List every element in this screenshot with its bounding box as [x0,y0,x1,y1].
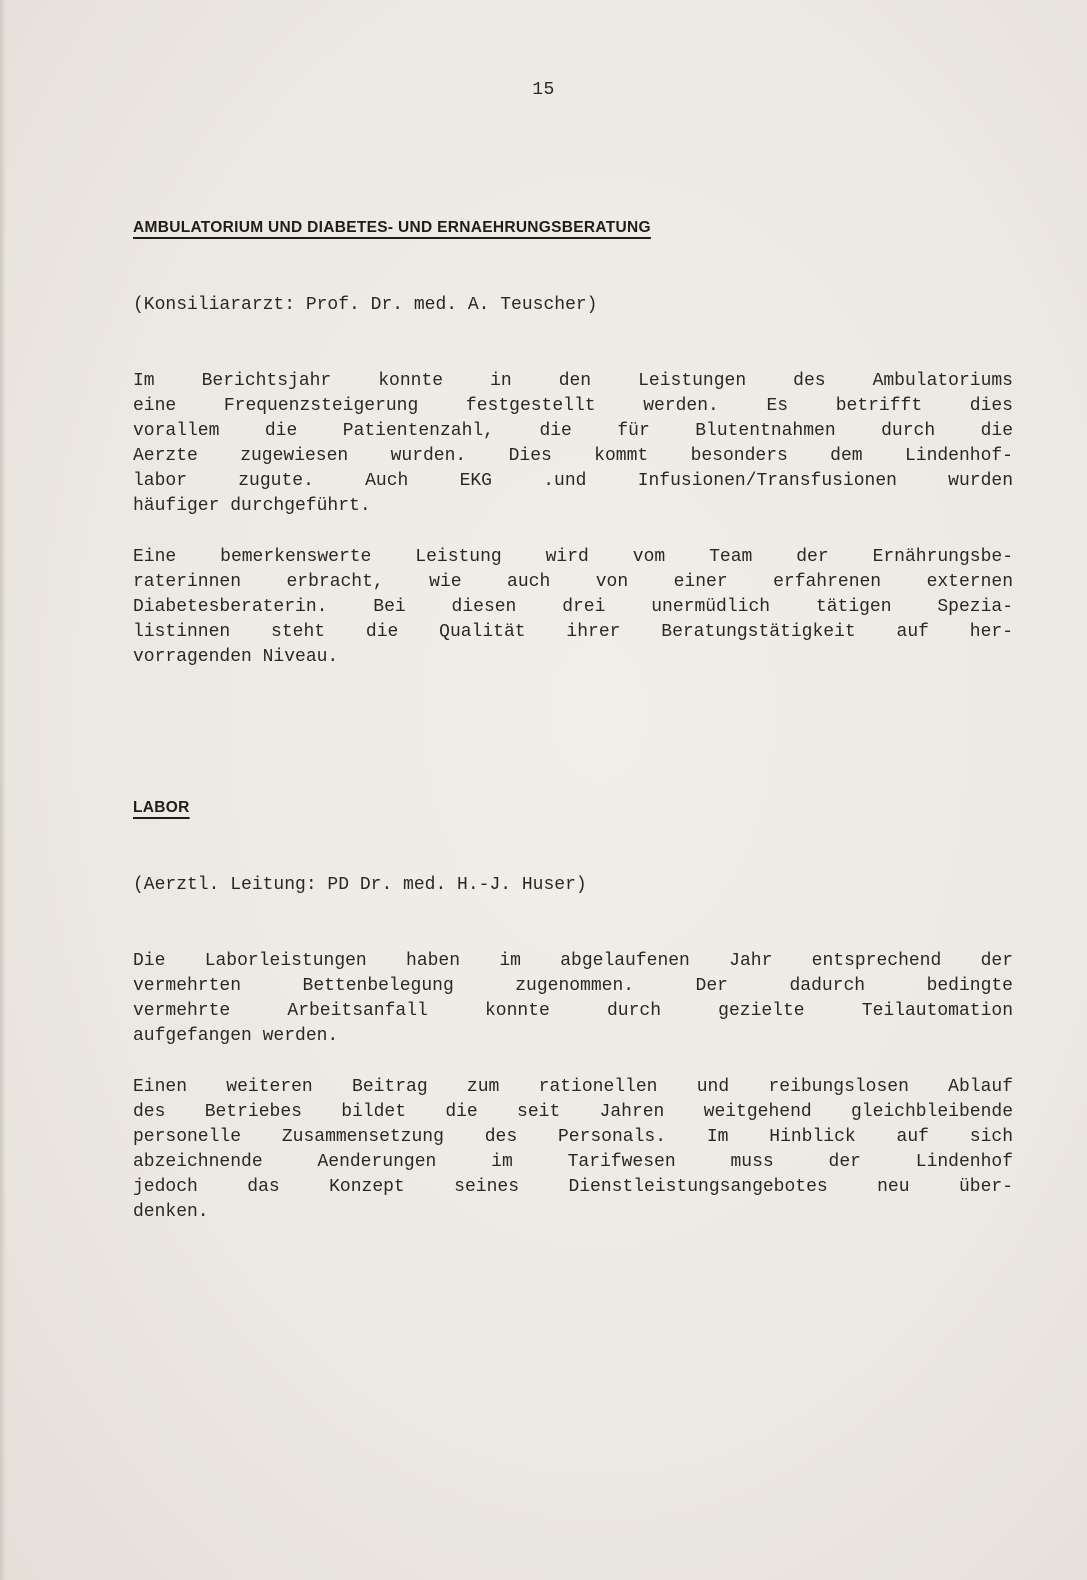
text-line: Im Berichtsjahr konnte in den Leistungen des Ambulatoriums [133,371,1013,391]
section-subtitle-ambulatorium: (Konsiliararzt: Prof. Dr. med. A. Teuscher) [133,295,598,315]
text-line: Diabetesberaterin. Bei diesen drei unermüdlich tätigen Spezia- [133,597,1013,617]
text-line: aufgefangen werden. [133,1026,339,1046]
section-heading-ambulatorium: AMBULATORIUM UND DIABETES- UND ERNAEHRUNGSBERATUNG [133,219,651,236]
section-heading-labor: LABOR [133,799,190,816]
page-spine-shadow [0,0,6,1580]
text-line: des Betriebes bildet die seit Jahren weitgehend gleichbleibende [133,1102,1013,1122]
text-line: Die Laborleistungen haben im abgelaufenen Jahr entsprechend der [133,951,1013,971]
text-line: vermehrten Bettenbelegung zugenommen. Der dadurch bedingte [133,976,1013,996]
text-line: Einen weiteren Beitrag zum rationellen und reibungslosen Ablauf [133,1077,1013,1097]
text-line: vorallem die Patientenzahl, die für Blutentnahmen durch die [133,421,1013,441]
text-line: vorragenden Niveau. [133,647,339,667]
text-line: Eine bemerkenswerte Leistung wird vom Team der Ernährungsbe- [133,547,1013,567]
section-subtitle-labor: (Aerztl. Leitung: PD Dr. med. H.-J. Huser) [133,875,587,895]
text-line: labor zugute. Auch EKG .und Infusionen/Transfusionen wurden [133,471,1013,491]
text-line: denken. [133,1202,209,1222]
text-line: häufiger durchgeführt. [133,496,371,516]
text-line: personelle Zusammensetzung des Personals. Im Hinblick auf sich [133,1127,1013,1147]
text-line: vermehrte Arbeitsanfall konnte durch gezielte Teilautomation [133,1001,1013,1021]
text-line: abzeichnende Aenderungen im Tarifwesen muss der Lindenhof [133,1152,1013,1172]
text-line: Aerzte zugewiesen wurden. Dies kommt besonders dem Lindenhof- [133,446,1013,466]
text-line: jedoch das Konzept seines Dienstleistungsangebotes neu über- [133,1177,1013,1197]
text-line: eine Frequenzsteigerung festgestellt werden. Es betrifft dies [133,396,1013,416]
page-number: 15 [532,80,555,100]
text-line: listinnen steht die Qualität ihrer Beratungstätigkeit auf her- [133,622,1013,642]
text-line: raterinnen erbracht, wie auch von einer erfahrenen externen [133,572,1013,592]
